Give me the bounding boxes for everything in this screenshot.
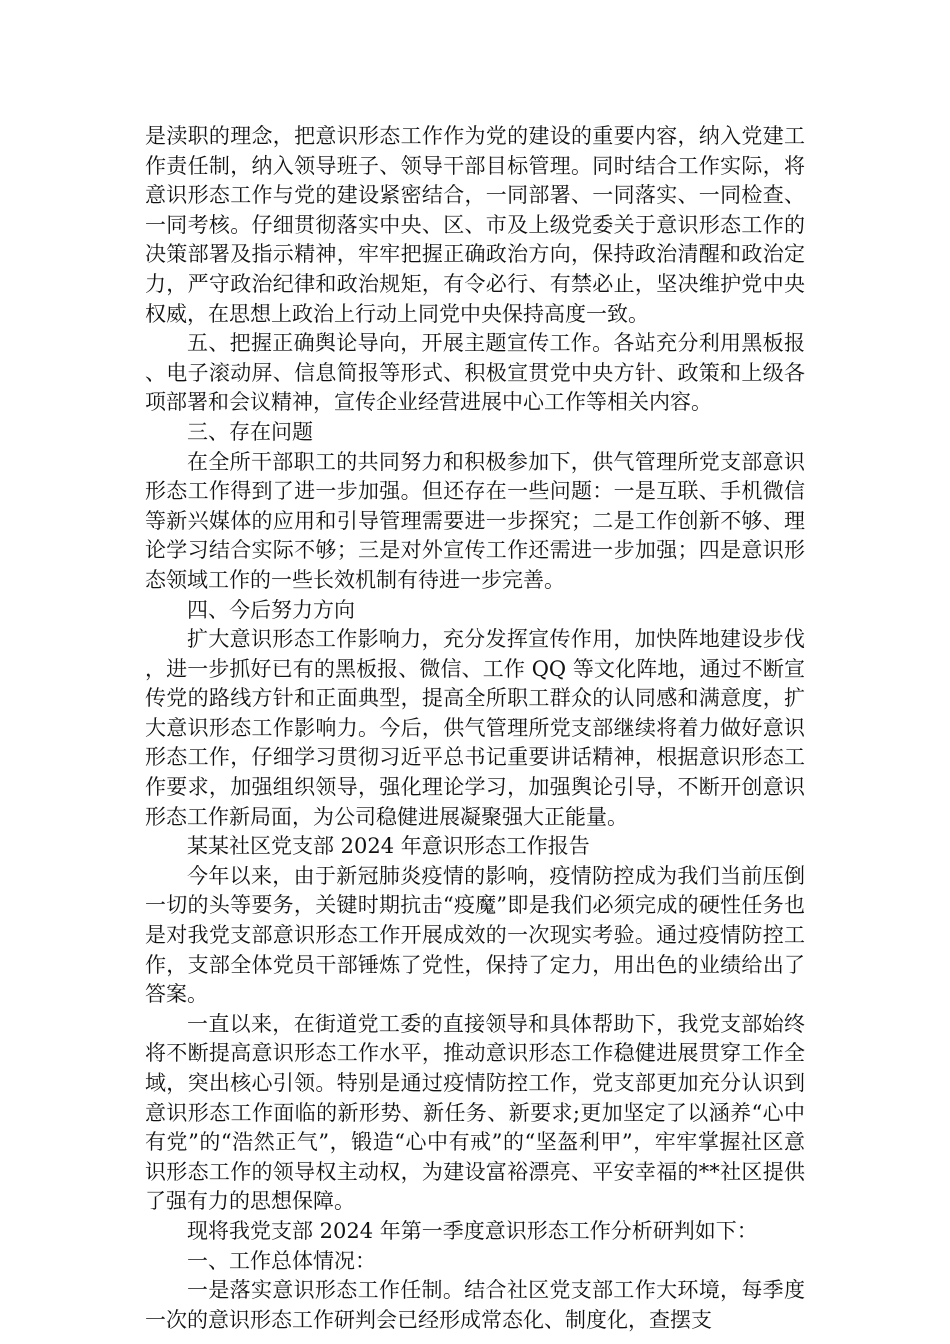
- paragraph-leadership: 一直以来，在街道党工委的直接领导和具体帮助下，我党支部始终将不断提高意识形态工作水平，推动意识形态工作稳健进展贯穿工作全域，突出核心引领。特别是通过疫情防控工作，党支部更加充分认识到意识形态工作面临的新形势、新任务、新要求;更加坚定了以涵养“心中有党”的“浩然正气”，锻造“心中有戒”的“坚盔利甲”，牢牢掌握社区意识形态工作的领导权主动权，为建设富裕漂亮、平安幸福的**社区提供了强有力的思想保障。: [145, 1011, 805, 1214]
- paragraph-analysis-lead: 现将我党支部 2024 年第一季度意识形态工作分析研判如下：: [187, 1218, 758, 1243]
- paragraph-item-five: 五、把握正确舆论导向，开展主题宣传工作。各站充分利用黑板报、电子滚动屏、信息简报等形式、积极宣贯党中央方针、政策和上级各项部署和会议精神，宣传企业经营进展中心工作等相关内容。: [145, 331, 805, 415]
- paragraph-future: 扩大意识形态工作影响力，充分发挥宣传作用，加快阵地建设步伐，进一步抓好已有的黑板报、微信、工作 QQ 等文化阵地，通过不断宣传党的路线方针和正面典型，提高全所职工群众的认同感和满意度，扩大意识形态工作影响力。今后，供气管理所党支部继续将着力做好意识形态工作，仔细学习贯彻习近平总书记重要讲话精神，根据意识形态工作要求，加强组织领导，强化理论学习，加强舆论引导，不断开创意识形态工作新局面，为公司稳健进展凝聚强大正能量。: [145, 627, 805, 829]
- paragraph-problems: 在全所干部职工的共同努力和积极参加下，供气管理所党支部意识形态工作得到了进一步加强。但还存在一些问题：一是互联、手机微信等新兴媒体的应用和引导管理需要进一步探究；二是工作创新不够、理论学习结合实际不够；三是对外宣传工作还需进一步加强；四是意识形态领域工作的一些长效机制有待进一步完善。: [145, 449, 805, 592]
- paragraph-report-intro: 今年以来，由于新冠肺炎疫情的影响，疫情防控成为我们当前压倒一切的头等要务，关键时期抗击“疫魔”即是我们必须完成的硬性任务也是对我党支部意识形态工作开展成效的一次现实考验。通过疫情防控工作，支部全体党员干部锤炼了党性，保持了定力，用出色的业绩给出了答案。: [145, 863, 805, 1007]
- paragraph-responsibility: 一是落实意识形态工作任制。结合社区党支部工作大环境，每季度一次的意识形态工作研判会已经形成常态化、制度化，查摆支: [145, 1278, 805, 1332]
- section-heading-overview: 一、工作总体情况：: [187, 1248, 376, 1273]
- section-heading-future: 四、今后努力方向: [187, 597, 355, 622]
- document-body: [145, 122, 805, 1335]
- section-heading-problems: 三、存在问题: [187, 419, 313, 444]
- paragraph-intro-continuation: 是渎职的理念，把意识形态工作作为党的建设的重要内容，纳入党建工作责任制，纳入领导班子、领导干部目标管理。同时结合工作实际，将意识形态工作与党的建设紧密结合，一同部署、一同落实、一同检查、一同考核。仔细贯彻落实中央、区、市及上级党委关于意识形态工作的决策部署及指示精神，牢牢把握正确政治方向，保持政治清醒和政治定力，严守政治纪律和政治规矩，有令必行、有禁必止，坚决维护党中央权威，在思想上政治上行动上同党中央保持高度一致。: [145, 124, 805, 326]
- report-title: 某某社区党支部 2024 年意识形态工作报告: [187, 834, 590, 859]
